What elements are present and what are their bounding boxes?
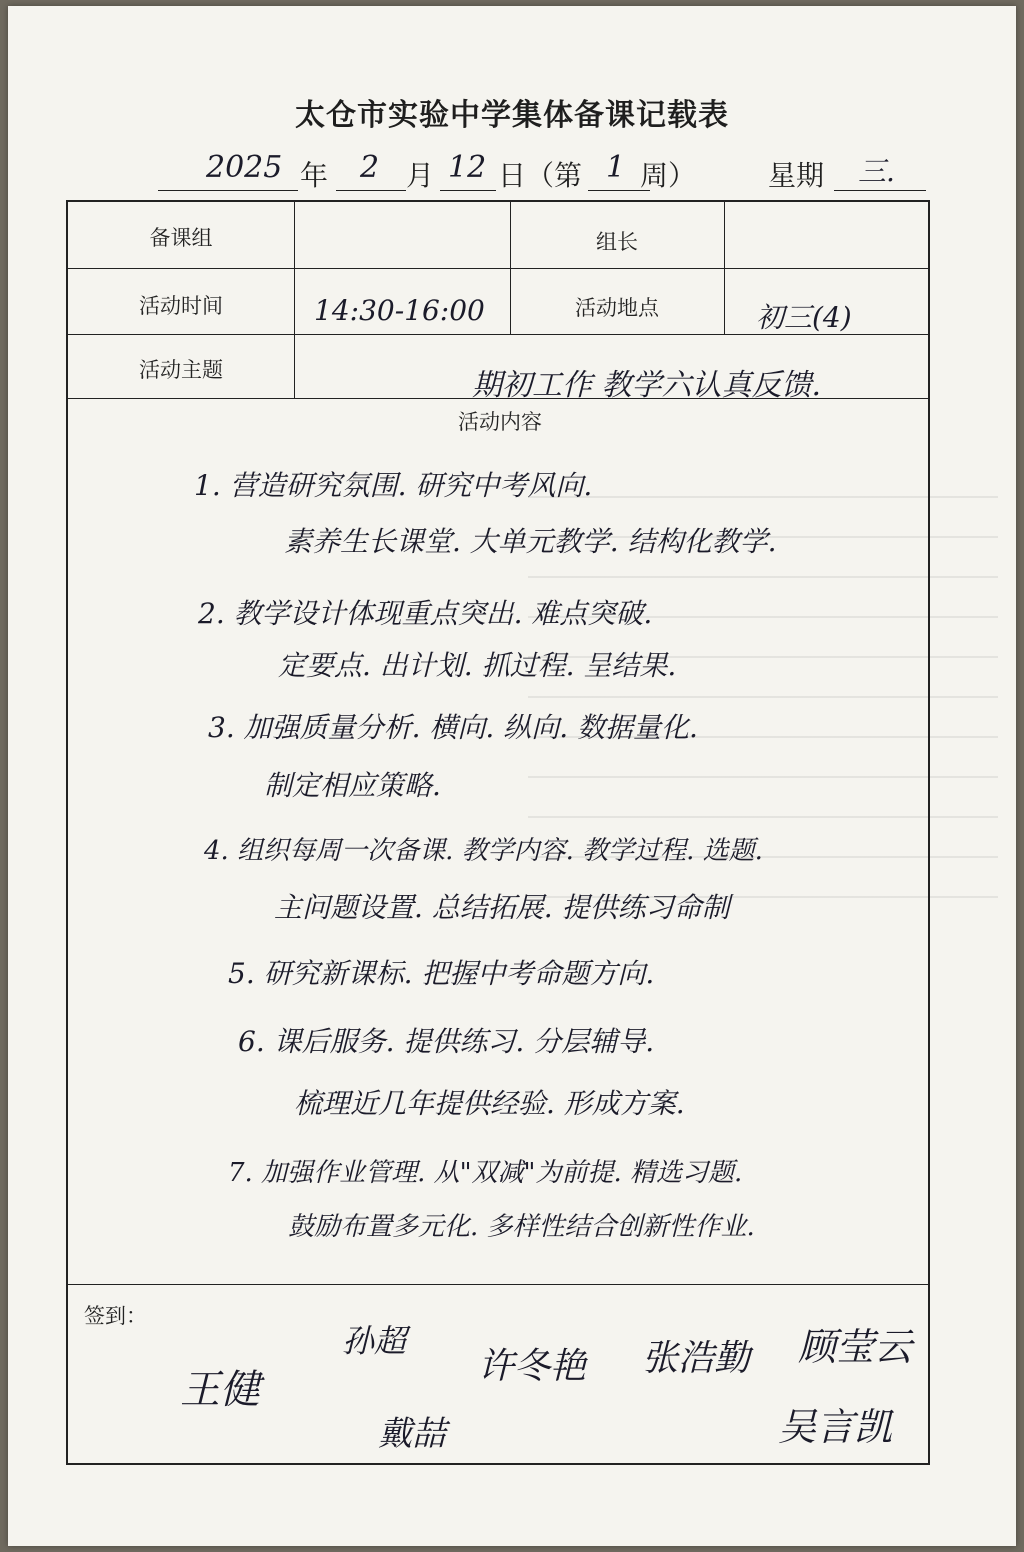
place-label: 活动地点 bbox=[575, 296, 659, 320]
date-month-label: 月 bbox=[406, 159, 435, 192]
signature: 孙超 bbox=[342, 1322, 407, 1360]
content-line: 4. 组织每周一次备课. 教学内容. 教学过程. 选题. bbox=[204, 836, 763, 866]
date-month: 2 bbox=[360, 150, 380, 185]
date-year-label: 年 bbox=[300, 159, 329, 192]
row-divider bbox=[68, 1284, 928, 1285]
year-underline bbox=[158, 190, 298, 191]
content-line: 鼓励布置多元化. 多样性结合创新性作业. bbox=[288, 1212, 755, 1242]
form-title: 太仓市实验中学集体备课记载表 bbox=[295, 98, 729, 133]
signature: 许冬艳 bbox=[478, 1346, 587, 1387]
date-year: 2025 bbox=[206, 150, 283, 185]
date-week: 1 bbox=[606, 150, 626, 185]
content-line: 1. 营造研究氛围. 研究中考风向. bbox=[194, 469, 593, 502]
content-line: 素养生长课堂. 大单元教学. 结构化教学. bbox=[284, 525, 777, 558]
content-body bbox=[68, 202, 932, 1282]
weekday-underline bbox=[834, 190, 926, 191]
signature-area bbox=[68, 1286, 932, 1462]
topic-label: 活动主题 bbox=[139, 358, 223, 382]
content-line: 6. 课后服务. 提供练习. 分层辅导. bbox=[238, 1025, 655, 1058]
content-line: 制定相应策略. bbox=[264, 769, 441, 802]
content-label: 活动内容 bbox=[458, 410, 542, 434]
date-week-label: 周） bbox=[640, 159, 697, 192]
date-weekday: 三. bbox=[858, 155, 895, 188]
signin-label: 签到： bbox=[84, 1304, 147, 1328]
content-line: 梳理近几年提供经验. 形成方案. bbox=[294, 1087, 685, 1120]
date-weekday-label: 星期 bbox=[768, 159, 825, 192]
signature: 吴言凯 bbox=[778, 1405, 893, 1449]
signature: 顾莹云 bbox=[798, 1325, 913, 1369]
topic-value: 期初工作 教学六认真反馈. bbox=[472, 368, 822, 403]
date-day-label: 日（第 bbox=[498, 159, 583, 192]
content-line: 3. 加强质量分析. 横向. 纵向. 数据量化. bbox=[208, 711, 698, 744]
month-underline bbox=[336, 190, 406, 191]
content-line: 7. 加强作业管理. 从"双减"为前提. 精选习题. bbox=[228, 1158, 743, 1188]
content-line: 主问题设置. 总结拓展. 提供练习命制 bbox=[274, 891, 730, 924]
paper-sheet bbox=[8, 6, 1016, 1546]
content-line: 2. 教学设计体现重点突出. 难点突破. bbox=[198, 597, 653, 630]
content-line: 5. 研究新课标. 把握中考命题方向. bbox=[228, 957, 655, 990]
lesson-prep-table bbox=[66, 200, 930, 1465]
time-label: 活动时间 bbox=[139, 294, 223, 318]
place-value: 初三(4) bbox=[756, 301, 852, 334]
signature: 张浩勤 bbox=[642, 1338, 751, 1379]
time-value: 14:30-16:00 bbox=[314, 294, 485, 327]
signature: 戴喆 bbox=[378, 1414, 446, 1454]
signature: 王健 bbox=[180, 1367, 260, 1413]
date-line bbox=[158, 146, 938, 196]
content-line: 定要点. 出计划. 抓过程. 呈结果. bbox=[278, 649, 677, 682]
group-label: 备课组 bbox=[149, 226, 213, 250]
date-day: 12 bbox=[448, 150, 487, 185]
leader-label: 组长 bbox=[596, 230, 638, 254]
day-underline bbox=[440, 190, 496, 191]
